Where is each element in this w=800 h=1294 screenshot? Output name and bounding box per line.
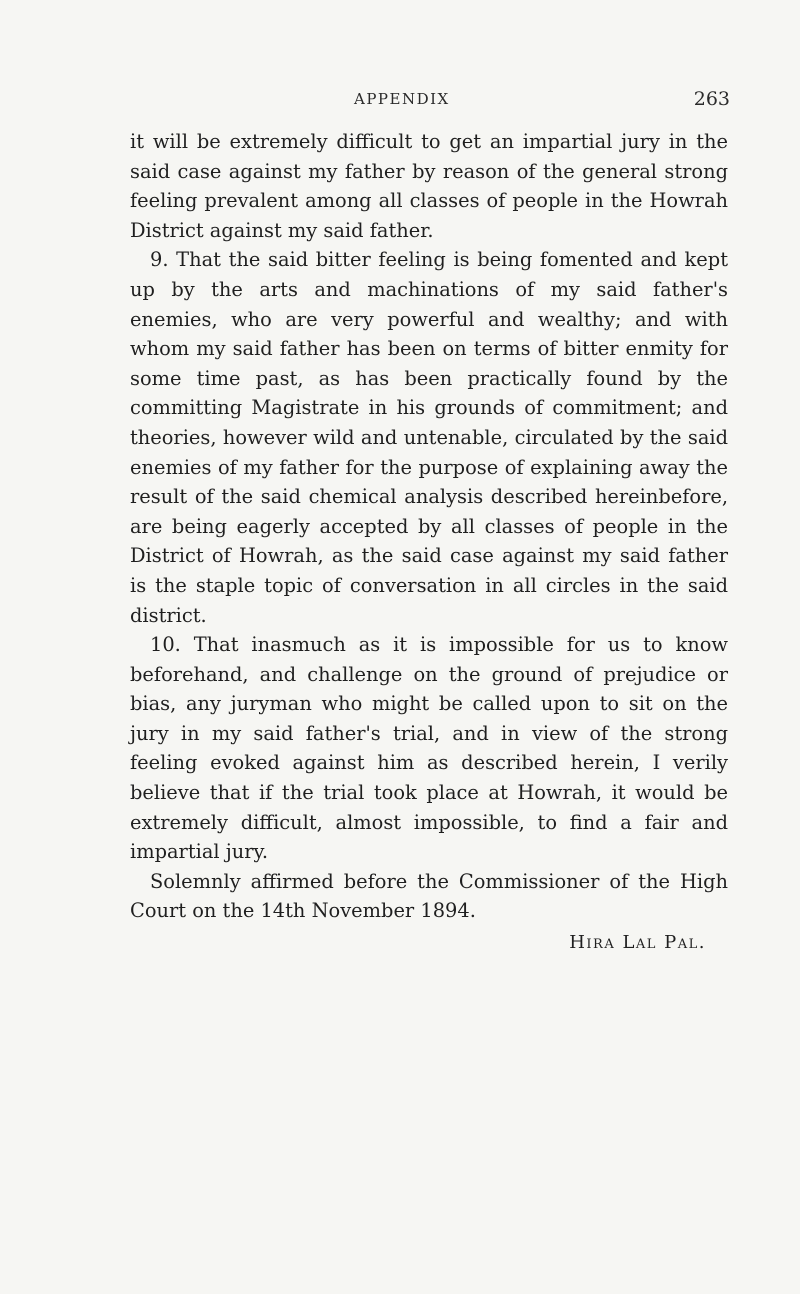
signature: Hira Lal Pal. xyxy=(569,932,706,954)
paragraph-10: 10. That inasmuch as it is impossible for us to know beforehand, and challenge on the ground of prejudice or bias, any juryman who might be called upon to sit on the jury in my said father's trial, and in view of the strong feeling evoked against him as described herein, I verily believe that if the trial took place at Howrah, it would be extremely difficult, almost impossible, to find a fair and impartial jury. xyxy=(130,633,728,864)
paragraph-9: 9. That the said bitter feeling is being fomented and kept up by the arts and machinations of my said father's enemies, who are very powerful and wealthy; and with whom my said father has been on terms of bitter enmity for some time past, as has been practically found by the committing Magistrate in his grounds of commitment; and theories, however wild and untenable, circulated by the said enemies of my father for the purpose of explaining away the result of the said chemical analysis described hereinbefore, are being eagerly accepted by all classes of people in the District of Howrah, as the said case against my said father is the staple topic of conversation in all circles in the said district. xyxy=(130,248,728,627)
affirmation-paragraph: Solemnly affirmed before the Commissioner of the High Court on the 14th November 1894. xyxy=(130,869,728,923)
page-body xyxy=(130,127,728,958)
paragraph-continuation: it will be extremely difficult to get an impartial jury in the said case against my father by reason of the general strong feeling prevalent among all classes of people in the Howrah District against my said father. xyxy=(130,130,728,242)
running-head xyxy=(130,90,730,116)
page-number: 263 xyxy=(693,88,730,110)
running-title: APPENDIX xyxy=(354,90,450,108)
